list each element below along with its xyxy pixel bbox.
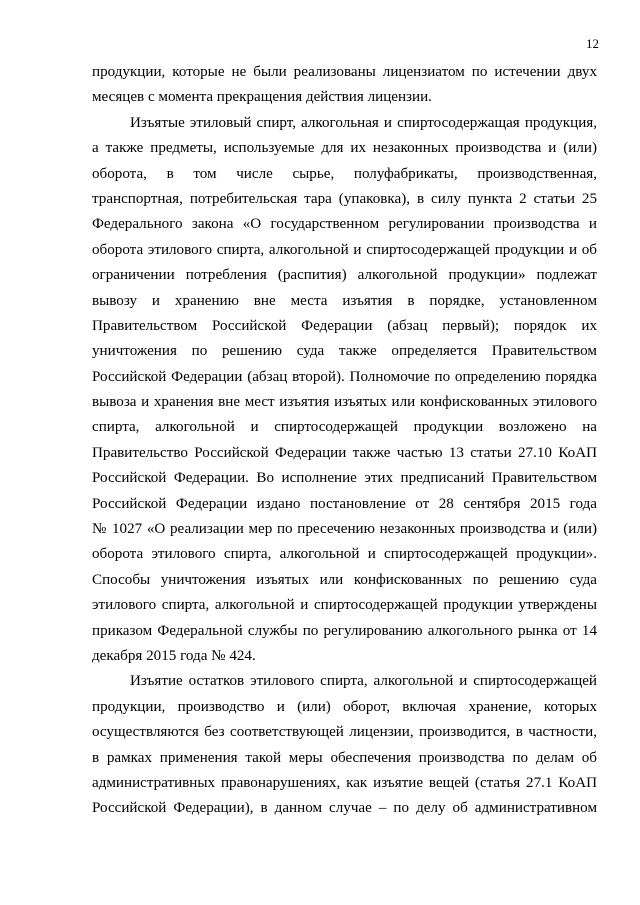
text-line: Правительство Российской Федерации также частью 13 статьи 27.10 КоАП bbox=[92, 444, 597, 461]
text-line: вывоза и хранения вне мест изъятия изъятых или конфискованных этилового bbox=[92, 394, 597, 411]
text-line: Российской Федерации (абзац второй). Полномочие по определению порядка bbox=[92, 368, 597, 385]
text-line: Способы уничтожения изъятых или конфискованных по решению суда bbox=[92, 571, 597, 588]
text-line: Федерального закона «О государственном регулировании производства и bbox=[92, 216, 597, 233]
text-line: оборота этилового спирта, алкогольной и спиртосодержащей продукции». bbox=[92, 546, 597, 563]
text-line: оборота, в том числе сырье, полуфабрикаты, производственная, bbox=[92, 165, 597, 182]
text-line: Российской Федерации), в данном случае – по делу об административном bbox=[92, 800, 597, 817]
text-line: спирта, алкогольной и спиртосодержащей продукции возложено на bbox=[92, 419, 597, 436]
paragraph bbox=[92, 60, 597, 111]
text-line: Изъятие остатков этилового спирта, алкогольной и спиртосодержащей bbox=[130, 673, 597, 690]
text-line: в рамках применения такой меры обеспечения производства по делам об bbox=[92, 749, 597, 766]
text-line: продукции, которые не были реализованы лицензиатом по истечении двух bbox=[92, 64, 597, 80]
text-line: Российской Федерации. Во исполнение этих предписаний Правительством bbox=[92, 470, 597, 487]
text-line: уничтожения по решению суда также определяется Правительством bbox=[92, 343, 597, 360]
text-line: декабря 2015 года № 424. bbox=[92, 647, 256, 664]
text-line: этилового спирта, алкогольной и спиртосодержащей продукции утверждены bbox=[92, 597, 597, 614]
text-line: приказом Федеральной службы по регулированию алкогольного рынка от 14 bbox=[92, 622, 597, 639]
text-line: а также предметы, используемые для их незаконных производства и (или) bbox=[92, 140, 597, 157]
text-line: оборота этилового спирта, алкогольной и спиртосодержащей продукции и об bbox=[92, 241, 597, 258]
document-body bbox=[92, 60, 597, 822]
paragraph bbox=[92, 111, 597, 670]
page-number: 12 bbox=[586, 36, 599, 51]
text-line: административных правонарушениях, как изъятие вещей (статья 27.1 КоАП bbox=[92, 774, 597, 791]
text-line: месяцев с момента прекращения действия лицензии. bbox=[92, 89, 432, 106]
text-line: осуществляются без соответствующей лицензии, производится, в частности, bbox=[92, 724, 597, 741]
paragraph bbox=[92, 669, 597, 821]
text-line: Правительством Российской Федерации (абзац первый); порядок их bbox=[92, 317, 597, 334]
text-line: Российской Федерации издано постановление от 28 сентября 2015 года bbox=[92, 495, 597, 512]
text-line: Изъятые этиловый спирт, алкогольная и спиртосодержащая продукция, bbox=[130, 114, 597, 131]
text-line: ограничении потребления (распития) алкогольной продукции» подлежат bbox=[92, 267, 597, 284]
text-line: вывозу и хранению вне места изъятия в порядке, установленном bbox=[92, 292, 597, 309]
text-line: № 1027 «О реализации мер по пресечению незаконных производства и (или) bbox=[92, 521, 597, 538]
text-line: транспортная, потребительская тара (упаковка), в силу пункта 2 статьи 25 bbox=[92, 190, 597, 207]
text-line: продукции, производство и (или) оборот, включая хранение, которых bbox=[92, 698, 597, 715]
